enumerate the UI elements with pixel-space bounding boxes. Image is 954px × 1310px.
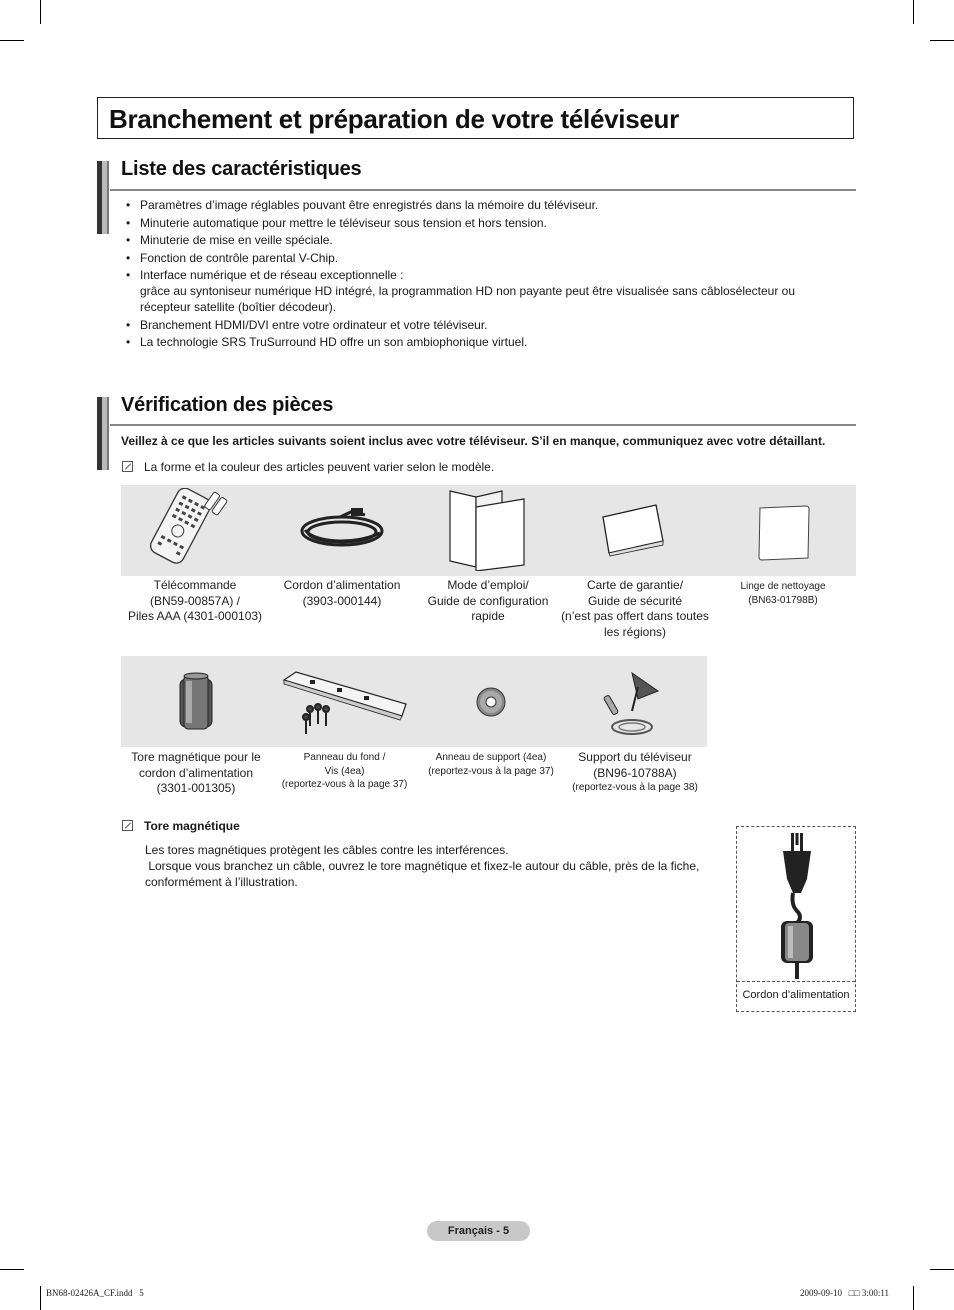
caption-back-panel: Panneau du fond / Vis (4ea) (reportez-vous à la page 37) (281, 752, 408, 790)
crop-mark (913, 1286, 914, 1310)
cleaning-cloth-icon (756, 504, 812, 562)
power-cord-figure (736, 826, 856, 1012)
caption-warranty: Carte de garantie/ Guide de sécurité (n’est pas offert dans toutes les régions) (561, 578, 709, 639)
power-plug-icon (767, 833, 827, 979)
list-item: • La technologie SRS TruSurround HD offre un son ambiophonique virtuel. (124, 334, 824, 350)
section-rule (110, 424, 856, 426)
support-ring-icon (474, 685, 508, 719)
caption-tv-stand: Support du téléviseur (BN96-10788A) (reportez-vous à la page 38) (572, 750, 698, 793)
caption-power-cord: Cordon d’alimentation (3903-000144) (283, 578, 401, 608)
crop-mark (0, 1269, 24, 1270)
list-item: • Interface numérique et de réseau exceptionnelle : grâce au syntoniseur numérique HD intégré, la programmation HD non payante peut être visualisée sans câblosélecteur ou récepteur satellite (boîtier décodeur). (124, 267, 824, 315)
list-item: • Minuterie automatique pour mettre le téléviseur sous tension et hors tension. (124, 215, 824, 231)
crop-mark (913, 0, 914, 24)
section-rule (110, 189, 856, 191)
list-item: • Branchement HDMI/DVI entre votre ordinateur et votre téléviseur. (124, 317, 824, 333)
page-title: Branchement et préparation de votre téléviseur (97, 97, 854, 139)
power-cord-icon (295, 505, 390, 555)
section-bar (97, 161, 109, 234)
list-item: • Minuterie de mise en veille spéciale. (124, 232, 824, 248)
manual-icon (446, 489, 526, 571)
caption-ferrite-core: Tore magnétique pour le cordon d’alimentation (3301-001305) (131, 750, 261, 795)
note-icon (122, 820, 133, 831)
parts-warning: Veillez à ce que les articles suivants soient inclus avec votre téléviseur. S’il en manque, communiquez avec votre détaillant. (121, 434, 826, 448)
caption-manual: Mode d’emploi/ Guide de configuration rapide (427, 578, 549, 623)
crop-mark (40, 0, 41, 24)
caption-remote: Télécommande (BN59-00857A) / Piles AAA (4301-000103) (127, 578, 263, 623)
crop-mark (930, 40, 954, 41)
remote-control-icon (140, 488, 240, 568)
print-slug-left: BN68-02426A_CF.indd 5 (46, 1288, 144, 1298)
caption-cleaning-cloth: Linge de nettoyage (BN63-01798B) (740, 581, 826, 606)
page-number-badge: Français - 5 (427, 1221, 530, 1241)
crop-mark (930, 1269, 954, 1270)
figure-caption: Cordon d’alimentation (742, 989, 850, 1001)
back-panel-icon (282, 664, 410, 738)
figure-divider (737, 981, 855, 982)
print-slug-right: 2009-09-10 □□ 3:00:11 (800, 1288, 890, 1298)
section-bar (97, 397, 109, 470)
features-list (124, 197, 824, 352)
parts-note: La forme et la couleur des articles peuvent varier selon le modèle. (122, 460, 494, 474)
warranty-card-icon (600, 503, 666, 557)
crop-mark (0, 40, 24, 41)
tv-stand-icon (602, 667, 666, 739)
ferrite-core-icon (174, 671, 218, 733)
caption-support-ring: Anneau de support (4ea) (reportez-vous à la page 37) (428, 752, 554, 777)
crop-mark (40, 1286, 41, 1310)
ferrite-note-title: Tore magnétique (122, 819, 240, 833)
list-item: • Paramètres d’image réglables pouvant être enregistrés dans la mémoire du téléviseur. (124, 197, 824, 213)
section-title-features: Liste des caractéristiques (121, 158, 362, 180)
section-title-parts: Vérification des pièces (121, 394, 334, 416)
ferrite-note-text: Les tores magnétiques protègent les câbles contre les interférences. Lorsque vous branchez un câble, ouvrez le tore magnétique et fixez-le autour du câble, près de la fiche, conformément à l’illustration. (145, 843, 700, 889)
note-icon (122, 461, 133, 472)
list-item: • Fonction de contrôle parental V-Chip. (124, 250, 824, 266)
